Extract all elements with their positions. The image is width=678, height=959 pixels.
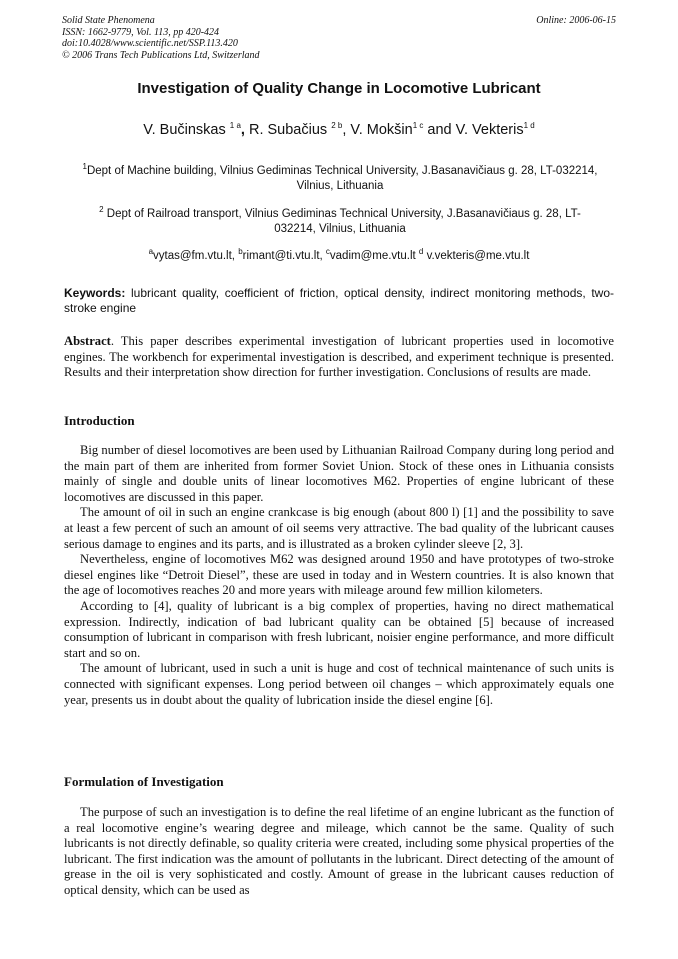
introduction-body <box>64 443 614 708</box>
affiliation-superscript: 2 <box>99 205 104 215</box>
abstract-text: . This paper describes experimental investigation of lubricant properties used in locomotive engines. The workbench for experimental investigation is described, and experiment technique is presented. Results and their interpretation show direction for further investigation. Conclusions of results are made. <box>64 334 614 380</box>
author-name: V. Mokšin <box>350 122 413 138</box>
journal-doi: doi:10.4028/www.scientific.net/SSP.113.420 <box>62 38 238 49</box>
journal-name: Solid State Phenomena <box>62 15 155 26</box>
email-address: rimant@ti.vtu.lt, <box>242 250 326 262</box>
abstract <box>64 334 614 381</box>
author-superscript: 1 a <box>229 121 241 131</box>
author-superscript: 1 d <box>523 121 535 131</box>
email-superscript: d <box>418 247 424 257</box>
author-separator: , <box>342 122 351 138</box>
email-address: vytas@fm.vtu.lt, <box>153 250 239 262</box>
paragraph: Nevertheless, engine of locomotives M62 was designed around 1950 and have prototypes of two-stroke diesel engines like “Detroit Diesel”, these are used in today and in Western countries. It is also known that the age of locomotives reaches 20 and more years with mileage around few million kilometers. <box>64 552 614 598</box>
formulation-body <box>64 805 614 899</box>
author-name: V. Vekteris <box>455 122 524 138</box>
journal-copyright: © 2006 Trans Tech Publications Ltd, Switzerland <box>62 49 260 61</box>
section-heading-formulation: Formulation of Investigation <box>64 774 224 789</box>
abstract-label: Abstract <box>64 334 111 348</box>
author-separator: and <box>423 122 456 138</box>
email-superscript: b <box>238 247 243 257</box>
email-superscript: c <box>325 247 330 257</box>
affiliation <box>80 164 600 193</box>
abstract-paragraph <box>64 334 614 381</box>
journal-header <box>62 15 616 61</box>
affiliation-text: Dept of Machine building, Vilnius Gediminas Technical University, J.Basanavičiaus g. 28, LT-032214, Vilnius, Lithuania <box>86 165 598 192</box>
email-address: v.vekteris@me.vtu.lt <box>423 250 530 262</box>
section-heading-introduction: Introduction <box>64 413 135 428</box>
email-superscript: a <box>148 247 154 257</box>
author-name: V. Bučinskas <box>143 122 226 138</box>
keywords-label: Keywords: <box>64 286 126 300</box>
author-superscript: 2 b <box>331 121 343 131</box>
paragraph: The amount of lubricant, used in such a unit is huge and cost of technical maintenance of such units is connected with significant expenses. Long period between oil changes – which approximately equals one year, presents us in doubt about the quality of lubrication inside the diesel engine [6]. <box>64 661 614 707</box>
affiliation-text: Dept of Railroad transport, Vilnius Gediminas Technical University, J.Basanavičiaus g. 28, LT-032214, Vilnius, Lithuania <box>103 208 581 235</box>
author-superscript: 1 c <box>412 121 424 131</box>
paragraph: The purpose of such an investigation is to define the real lifetime of an engine lubricant as the function of a real locomotive engine’s wearing degree and mileage, which cannot be the same. Quality of such lubricants is not directly definable, so quality criteria were created, including some physical properties of the lubricant. The first indication was the amount of pollutants in the lubricant. Direct detecting of the amount of grease in the oil is very sophisticated and costly. Amount of grease in the lubricant causes reduction of optical density, which can be used as <box>64 805 614 897</box>
paragraph: According to [4], quality of lubricant is a big complex of properties, having no direct mathematical expression. Indirectly, indication of bad lubricant quality can be obtained [5] because of increased consumption of lubricant in comparison with fresh lubricant, noisier engine performance, and more difficult start and so on. <box>64 598 614 660</box>
keywords-text: lubricant quality, coefficient of friction, optical density, indirect monitoring methods, two-stroke engine <box>64 286 614 315</box>
keywords <box>64 286 614 315</box>
online-date: Online: 2006-06-15 <box>536 15 616 26</box>
journal-issn: ISSN: 1662-9779, Vol. 113, pp 420-424 <box>62 26 220 38</box>
paragraph: The amount of oil in such an engine crankcase is big enough (about 800 l) [1] and the possibility to save at least a few percent of such an amount of oil seems very attractive. The bad quality of the lubricant causes serious damage to engines and its parts, and is illustrated as a broken cylinder sleeve [2, 3]. <box>64 505 614 551</box>
affiliation-superscript: 1 <box>82 162 87 172</box>
paragraph: Big number of diesel locomotives are been used by Lithuanian Railroad Company during long period and the main part of them are inherited from former Soviet Union. Stock of these ones in Lithuania consists mainly of single and double units of linear locomotives M62. Properties of engine lubricant of these locomotives are discussed in this paper. <box>64 443 614 504</box>
author-list <box>0 122 678 138</box>
author-name: R. Subačius <box>248 122 328 138</box>
affiliation <box>80 207 600 236</box>
author-separator: , <box>240 122 249 138</box>
email-list <box>0 247 678 262</box>
paper-title: Investigation of Quality Change in Locomotive Lubricant <box>137 80 541 97</box>
email-address: vadim@me.vtu.lt <box>329 250 419 262</box>
